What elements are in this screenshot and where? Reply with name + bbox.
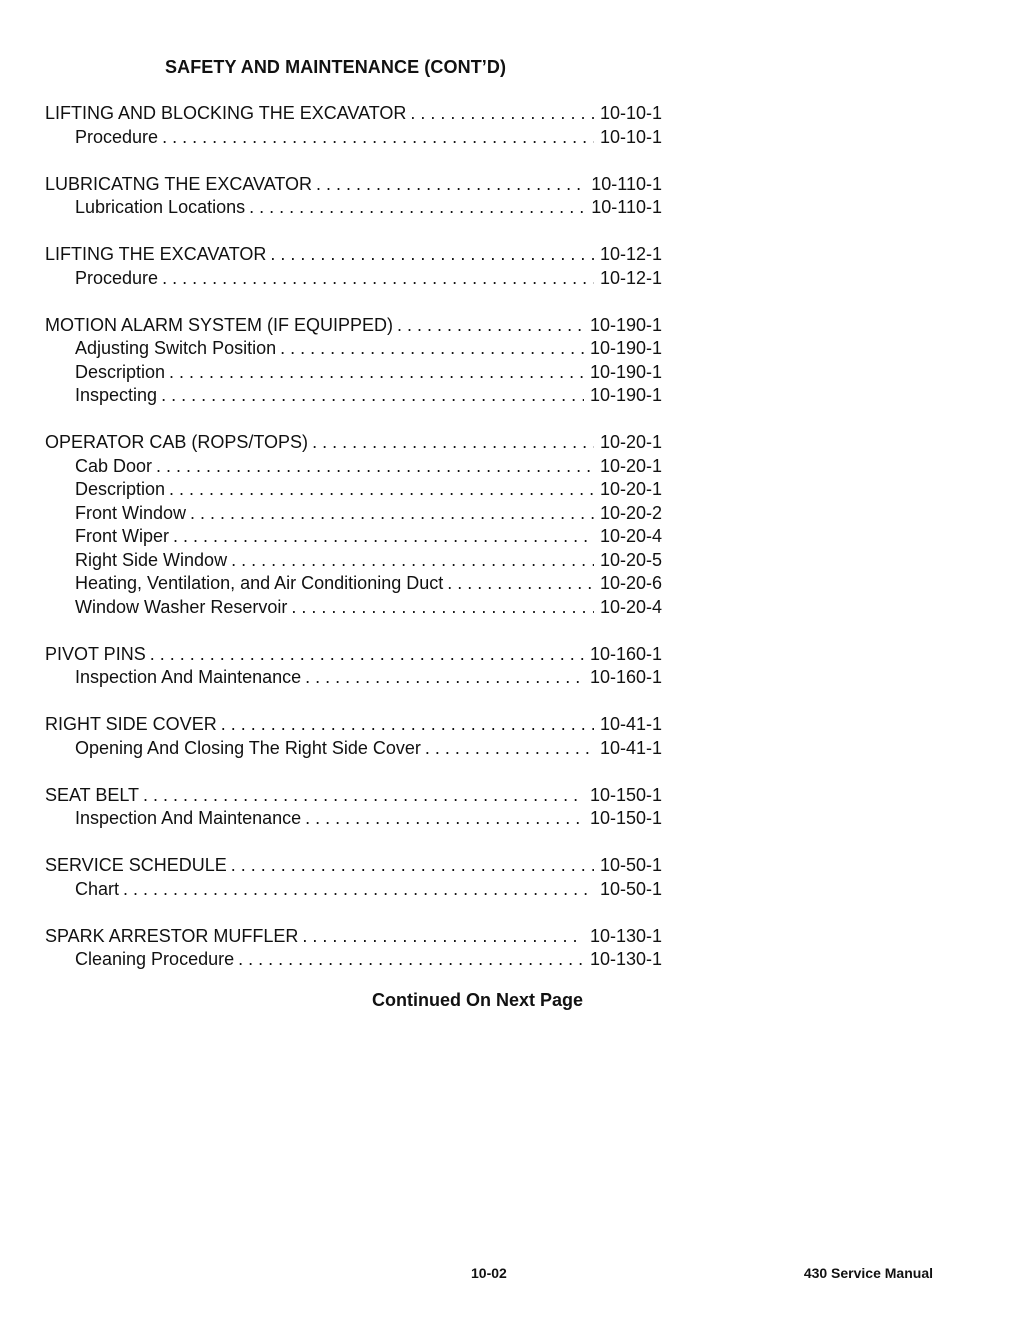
dot-leader — [305, 807, 584, 831]
toc-entry-title: SEAT BELT — [45, 784, 140, 805]
toc-entry[interactable] — [45, 713, 662, 737]
toc-subentry-title: Cleaning Procedure — [75, 949, 235, 969]
toc-entry-page: 10-41-1 — [599, 714, 662, 734]
toc-subentry-title: Chart — [75, 878, 120, 899]
toc-entry-page: 10-150-1 — [589, 784, 662, 805]
toc-entry[interactable] — [45, 643, 662, 667]
dot-leader — [316, 173, 585, 197]
dot-leader — [312, 431, 594, 455]
dot-leader — [302, 925, 584, 949]
toc-subentry-page: 10-10-1 — [599, 126, 662, 147]
toc-subentry[interactable] — [45, 572, 662, 596]
toc-subentry-page: 10-150-1 — [589, 808, 662, 828]
toc-entry[interactable] — [45, 243, 662, 267]
toc-subentry-title: Adjusting Switch Position — [75, 338, 277, 358]
toc-entry[interactable] — [45, 925, 662, 949]
toc-section — [45, 173, 662, 220]
dot-leader — [447, 572, 594, 596]
toc-subentry-title: Front Window — [75, 502, 187, 523]
toc-subentry[interactable] — [45, 337, 662, 361]
footer-manual-title: 430 Service Manual — [803, 1265, 933, 1281]
toc-entry-title: SPARK ARRESTOR MUFFLER — [45, 925, 299, 946]
toc-entry-title: LIFTING THE EXCAVATOR — [45, 244, 267, 264]
toc-entry-page: 10-20-1 — [599, 432, 662, 452]
toc-subentry-title: Inspection And Maintenance — [75, 808, 302, 828]
dot-leader — [270, 243, 594, 267]
toc-subentry[interactable] — [45, 126, 662, 150]
toc-section — [45, 713, 662, 760]
toc-entry[interactable] — [45, 173, 662, 197]
dot-leader — [161, 384, 584, 408]
toc-subentry[interactable] — [45, 502, 662, 526]
toc-entry-page: 10-10-1 — [599, 103, 662, 123]
dot-leader — [190, 502, 594, 526]
toc-entry-title: RIGHT SIDE COVER — [45, 714, 217, 734]
toc-subentry-page: 10-20-6 — [599, 573, 662, 593]
dot-leader — [231, 549, 594, 573]
toc-subentry[interactable] — [45, 596, 662, 620]
toc-entry[interactable] — [45, 314, 662, 338]
toc-entry-page: 10-110-1 — [591, 173, 662, 194]
toc-section — [45, 431, 662, 619]
toc-section — [45, 314, 662, 408]
toc-subentry-page: 10-20-2 — [599, 502, 662, 523]
toc-subentry-title: Procedure — [75, 267, 159, 288]
toc-subentry-page: 10-20-5 — [599, 549, 662, 570]
dot-leader — [425, 737, 594, 761]
dot-leader — [231, 854, 594, 878]
toc-subentry-page: 10-130-1 — [589, 949, 662, 969]
toc-subentry[interactable] — [45, 267, 662, 291]
toc-entry-page: 10-160-1 — [589, 643, 662, 664]
table-of-contents — [45, 102, 662, 995]
toc-subentry-page: 10-20-1 — [599, 455, 662, 476]
toc-subentry[interactable] — [45, 549, 662, 573]
dot-leader — [280, 337, 584, 361]
toc-section — [45, 243, 662, 290]
toc-entry-title: MOTION ALARM SYSTEM (IF EQUIPPED) — [45, 314, 394, 335]
toc-subentry[interactable] — [45, 948, 662, 972]
toc-subentry-page: 10-20-1 — [599, 479, 662, 499]
toc-subentry-page: 10-110-1 — [591, 197, 662, 217]
toc-subentry-title: Procedure — [75, 126, 159, 147]
dot-leader — [123, 878, 594, 902]
dot-leader — [150, 643, 584, 667]
toc-subentry-page: 10-20-4 — [599, 526, 662, 546]
toc-subentry-title: Description — [75, 479, 166, 499]
toc-subentry[interactable] — [45, 525, 662, 549]
toc-entry-title: LUBRICATNG THE EXCAVATOR — [45, 173, 313, 194]
toc-entry-title: LIFTING AND BLOCKING THE EXCAVATOR — [45, 103, 407, 123]
dot-leader — [169, 478, 594, 502]
dot-leader — [221, 713, 594, 737]
dot-leader — [162, 126, 594, 150]
toc-subentry-page: 10-160-1 — [589, 667, 662, 687]
toc-subentry-page: 10-190-1 — [589, 385, 662, 405]
toc-subentry-title: Front Wiper — [75, 526, 170, 546]
toc-section — [45, 784, 662, 831]
toc-entry-page: 10-50-1 — [599, 855, 662, 875]
page-title: SAFETY AND MAINTENANCE (CONT’D) — [165, 57, 507, 77]
toc-subentry-title: Right Side Window — [75, 549, 228, 570]
toc-subentry-page: 10-190-1 — [589, 338, 662, 358]
dot-leader — [291, 596, 594, 620]
toc-entry-title: SERVICE SCHEDULE — [45, 855, 227, 875]
toc-entry[interactable] — [45, 784, 662, 808]
toc-subentry[interactable] — [45, 478, 662, 502]
toc-subentry-page: 10-20-4 — [599, 596, 662, 617]
dot-leader — [397, 314, 584, 338]
dot-leader — [162, 267, 594, 291]
dot-leader — [410, 102, 594, 126]
toc-subentry[interactable] — [45, 455, 662, 479]
toc-entry-title: OPERATOR CAB (ROPS/TOPS) — [45, 432, 309, 452]
dot-leader — [143, 784, 584, 808]
dot-leader — [305, 666, 584, 690]
toc-subentry[interactable] — [45, 666, 662, 690]
toc-entry-page: 10-130-1 — [589, 925, 662, 946]
toc-subentry[interactable] — [45, 807, 662, 831]
toc-section — [45, 854, 662, 901]
toc-entry[interactable] — [45, 431, 662, 455]
toc-section — [45, 102, 662, 149]
toc-subentry-page: 10-12-1 — [599, 267, 662, 288]
toc-subentry[interactable] — [45, 196, 662, 220]
toc-subentry-title: Heating, Ventilation, and Air Conditioning Duct — [75, 573, 444, 593]
toc-subentry-title: Description — [75, 361, 166, 382]
toc-subentry-page: 10-50-1 — [599, 878, 662, 899]
toc-subentry[interactable] — [45, 361, 662, 385]
dot-leader — [169, 361, 584, 385]
toc-section — [45, 643, 662, 690]
continued-note: Continued On Next Page — [372, 990, 584, 1010]
toc-entry-title: PIVOT PINS — [45, 643, 146, 664]
toc-subentry[interactable] — [45, 737, 662, 761]
toc-subentry-title: Inspection And Maintenance — [75, 667, 302, 687]
toc-subentry-title: Inspecting — [75, 385, 158, 405]
toc-subentry-title: Opening And Closing The Right Side Cover — [75, 737, 421, 758]
dot-leader — [156, 455, 594, 479]
dot-leader — [238, 948, 584, 972]
toc-subentry-title: Cab Door — [75, 455, 153, 476]
toc-subentry-title: Lubrication Locations — [75, 197, 246, 217]
toc-entry[interactable] — [45, 102, 662, 126]
toc-subentry-page: 10-41-1 — [599, 737, 662, 758]
dot-leader — [173, 525, 594, 549]
toc-subentry-title: Window Washer Reservoir — [75, 596, 288, 617]
toc-subentry[interactable] — [45, 384, 662, 408]
toc-entry-page: 10-190-1 — [589, 314, 662, 335]
toc-entry-page: 10-12-1 — [599, 244, 662, 264]
footer-page-number: 10-02 — [471, 1265, 507, 1281]
toc-section — [45, 925, 662, 972]
dot-leader — [249, 196, 585, 220]
toc-entry[interactable] — [45, 854, 662, 878]
toc-subentry[interactable] — [45, 878, 662, 902]
toc-subentry-page: 10-190-1 — [589, 361, 662, 382]
